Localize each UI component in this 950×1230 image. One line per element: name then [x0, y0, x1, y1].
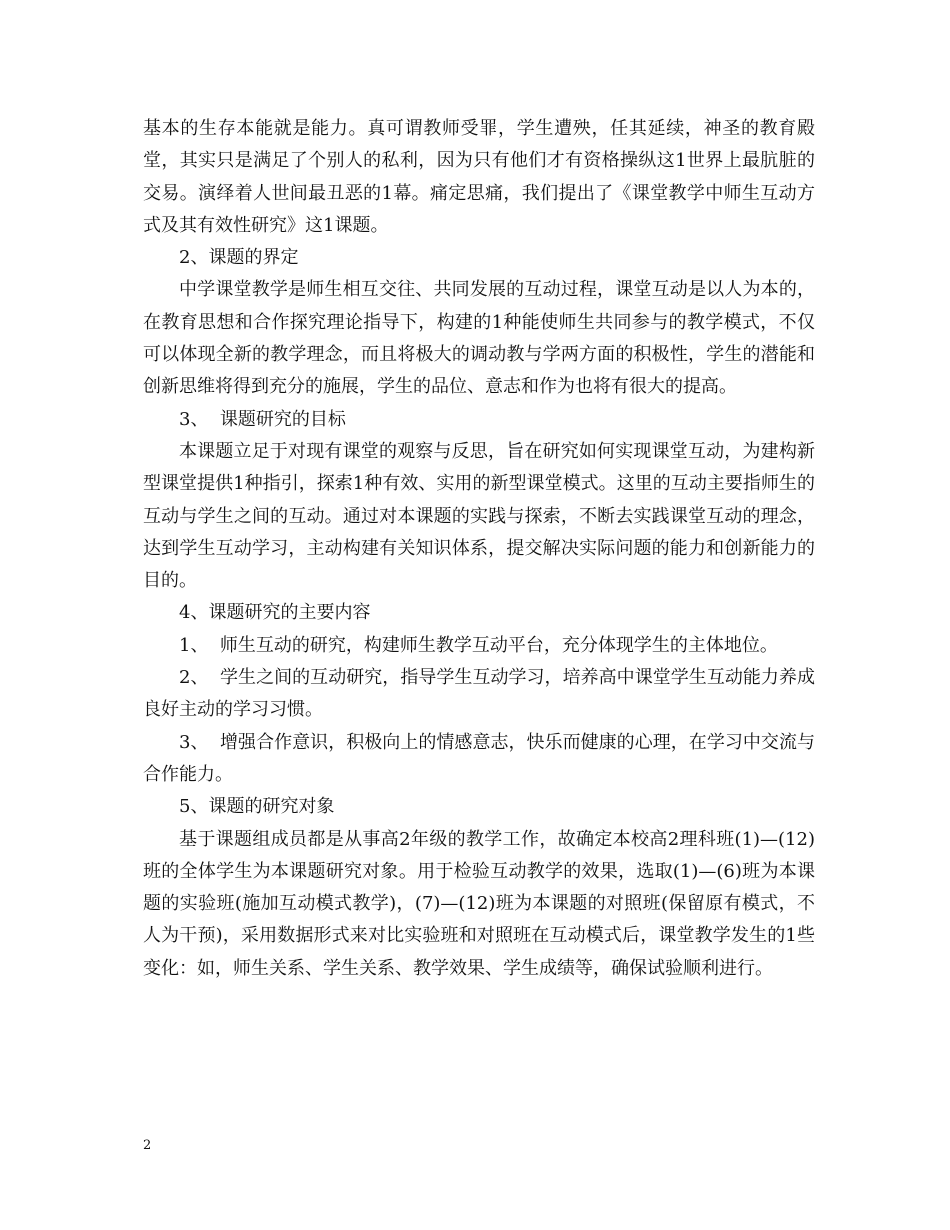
document-body: [143, 113, 815, 985]
list-item-content-3: 3、 增强合作意识，积极向上的情感意志，快乐而健康的心理，在学习中交流与合作能力。: [143, 731, 815, 785]
list-item-content-1: 1、 师生互动的研究，构建师生教学互动平台，充分体现学生的主体地位。: [179, 634, 778, 656]
paragraph-definition: 中学课堂教学是师生相互交往、共同发展的互动过程，课堂互动是以人为本的，在教育思想和合作探究理论指导下，构建的1种能使师生共同参与的教学模式，不仅可以体现全新的教学理念，而且将极大的调动教与学两方面的积极性，学生的潜能和创新思维将得到充分的施展，学生的品位、意志和作为也将有很大的提高。: [143, 279, 815, 398]
paragraph-goals: 本课题立足于对现有课堂的观察与反思，旨在研究如何实现课堂互动，为建构新型课堂提供1种指引，探索1种有效、实用的新型课堂模式。这里的互动主要指师生的互动与学生之间的互动。通过对本课题的实践与探索，不断去实践课堂互动的理念，达到学生互动学习，主动构建有关知识体系，提交解决实际问题的能力和创新能力的目的。: [143, 440, 815, 592]
list-item-content-2: 2、 学生之间的互动研究，指导学生互动学习，培养高中课堂学生互动能力养成良好主动的学习习惯。: [143, 667, 815, 721]
paragraph-subjects: 基于课题组成员都是从事高2年级的教学工作，故确定本校高2理科班(1)—(12)班的全体学生为本课题研究对象。用于检验互动教学的效果，选取(1)—(6)班为本课题的实验班(施加互动模式教学)，(7)—(12)班为本课题的对照班(保留原有模式，不人为干预)，采用数据形式来对比实验班和对照班在互动模式后，课堂教学发生的1些变化：如，师生关系、学生关系、教学效果、学生成绩等，确保试验顺利进行。: [143, 828, 815, 979]
page-number: 2: [143, 1138, 152, 1153]
paragraph-continuation: 基本的生存本能就是能力。真可谓教师受罪，学生遭殃，任其延续，神圣的教育殿堂，其实只是满足了个别人的私利，因为只有他们才有资格操纵这1世界上最肮脏的交易。演绎着人世间最丑恶的1幕。痛定思痛，我们提出了《课堂教学中师生互动方式及其有效性研究》这1课题。: [143, 118, 815, 236]
section-heading-main-content: 4、课题研究的主要内容: [179, 602, 371, 624]
section-heading-subjects: 5、课题的研究对象: [179, 796, 335, 818]
section-heading-definition: 2、课题的界定: [179, 247, 299, 269]
section-heading-goals: 3、 课题研究的目标: [179, 408, 346, 430]
